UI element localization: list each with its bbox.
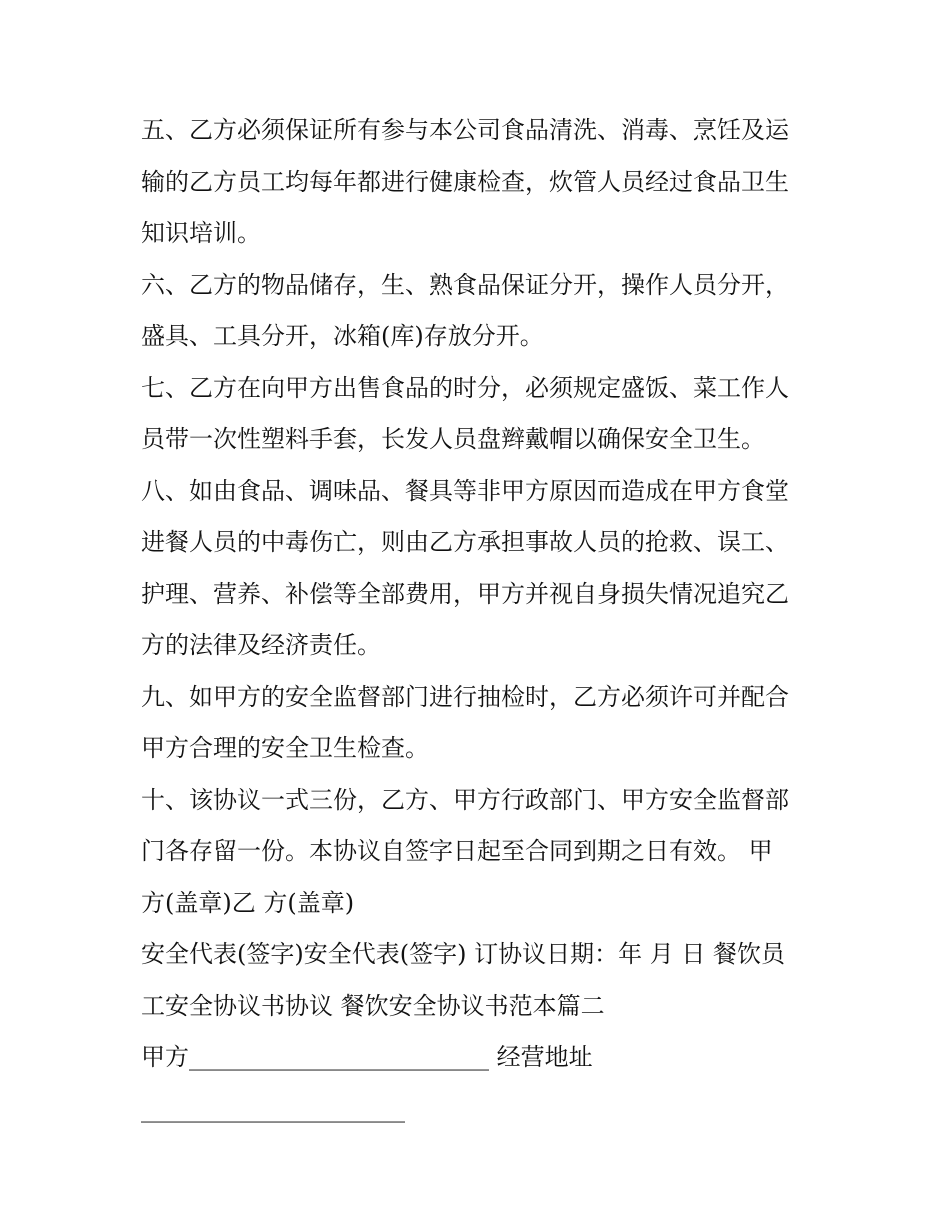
- text-line: 十、该协议一式三份，乙方、甲方行政部门、甲方安全监督部: [141, 785, 789, 814]
- text-line: 盛具、工具分开，冰箱(库)存放分开。: [141, 322, 544, 350]
- text-line: 知识培训。: [141, 219, 261, 247]
- text-line: 甲方合理的安全卫生检查。: [141, 734, 429, 762]
- text-line: 护理、营养、补偿等全部费用，甲方并视自身损失情况追究乙: [141, 579, 789, 608]
- text-line: ______________________: [141, 1094, 405, 1123]
- text-line: 工安全协议书协议 餐饮安全协议书范本篇二: [141, 991, 605, 1020]
- text-line: 员带一次性塑料手套，长发人员盘辫戴帽以确保安全卫生。: [141, 425, 765, 453]
- document-body: [141, 105, 821, 1135]
- text-line: 门各存留一份。本协议自签字日起至合同到期之日有效。 甲: [141, 837, 773, 865]
- text-line: 七、乙方在向甲方出售食品的时分，必须规定盛饭、菜工作人: [141, 373, 789, 402]
- text-line: 九、如甲方的安全监督部门进行抽检时，乙方必须许可并配合: [141, 682, 789, 711]
- text-line: 方的法律及经济责任。: [141, 631, 381, 659]
- text-line: 五、乙方必须保证所有参与本公司食品清洗、消毒、烹饪及运: [141, 116, 789, 144]
- text-line: 安全代表(签字)安全代表(签字) 订协议日期：年 月 日 餐饮员: [141, 940, 785, 968]
- text-line: 八、如由食品、调味品、餐具等非甲方原因而造成在甲方食堂: [141, 476, 789, 505]
- text-line: 六、乙方的物品储存，生、熟食品保证分开，操作人员分开，: [141, 270, 789, 299]
- text-line: 输的乙方员工均每年都进行健康检查，炊管人员经过食品卫生: [141, 167, 789, 196]
- text-line: 进餐人员的中毒伤亡，则由乙方承担事故人员的抢救、误工、: [141, 528, 789, 556]
- text-line: 方(盖章)乙 方(盖章): [141, 888, 355, 917]
- text-line: 甲方_________________________ 经营地址: [141, 1043, 593, 1071]
